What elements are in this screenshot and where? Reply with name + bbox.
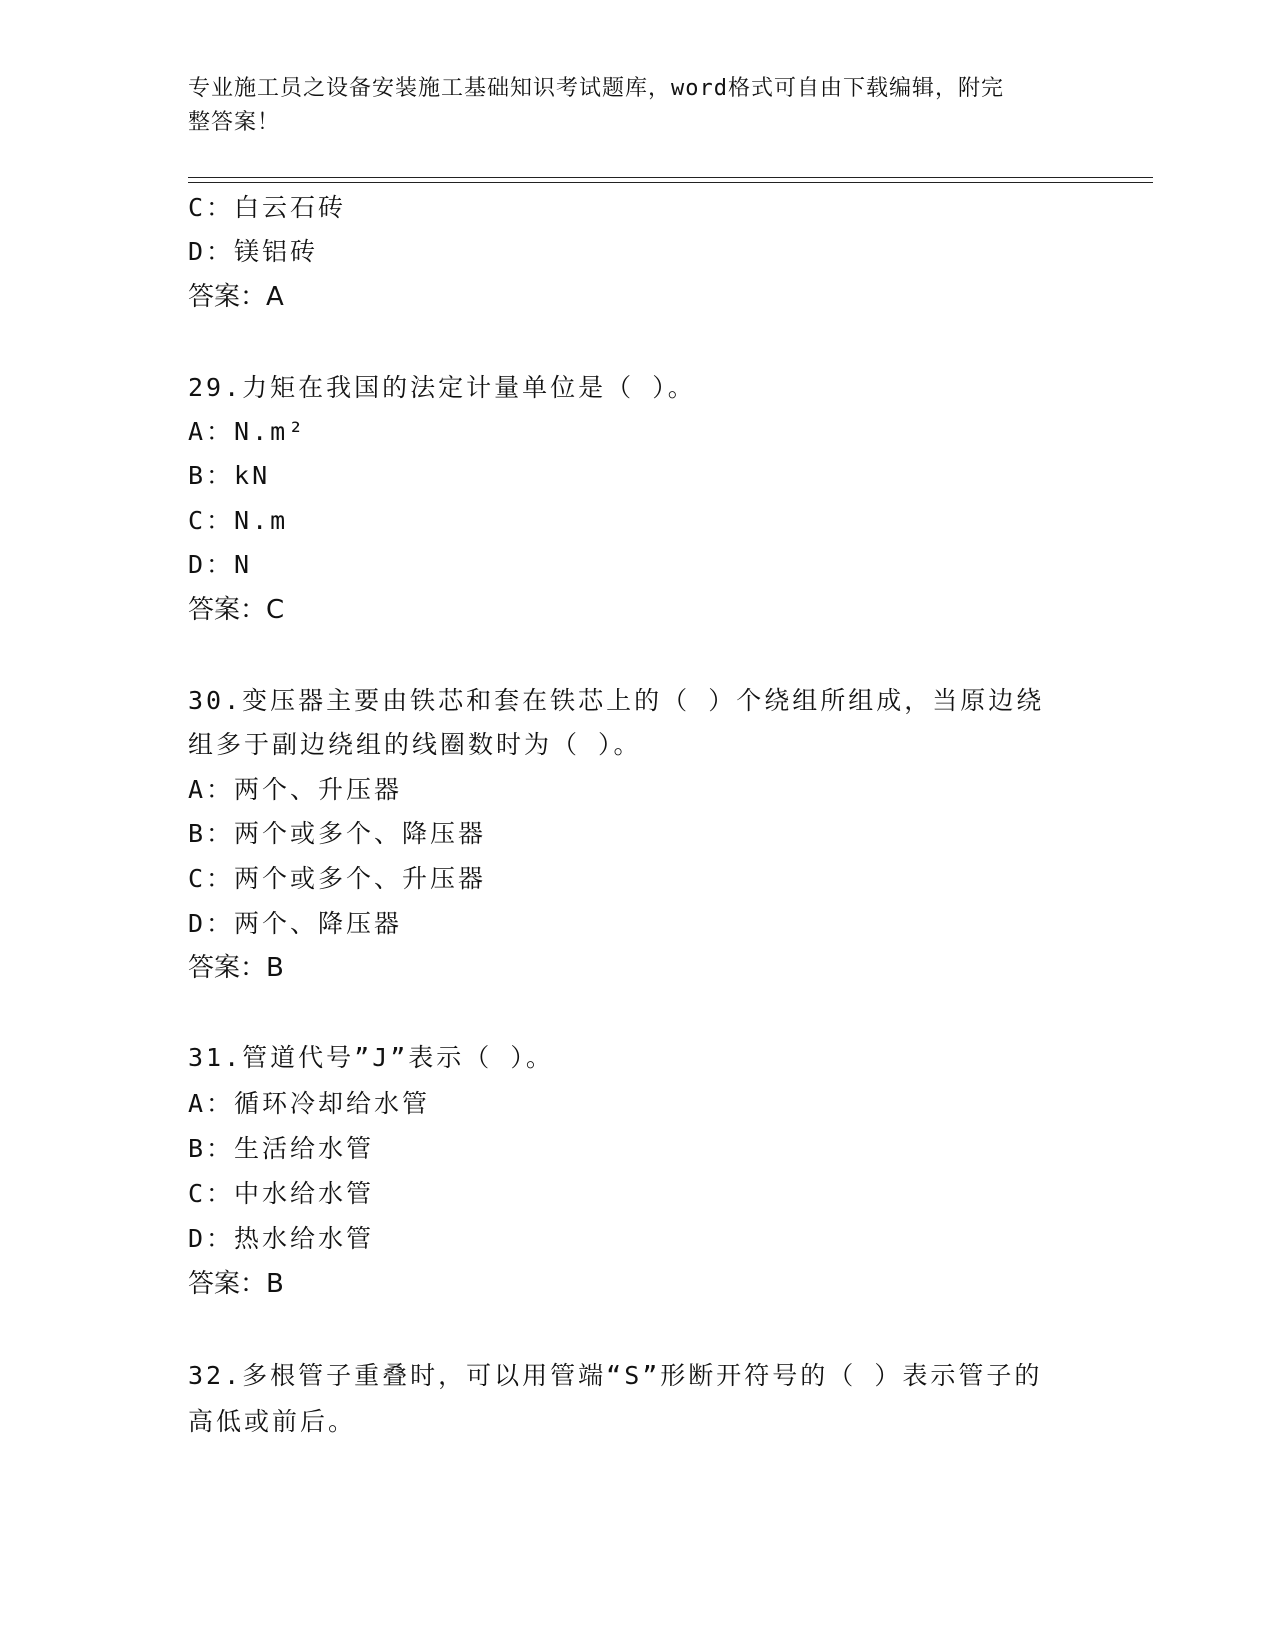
header-line-1: 专业施工员之设备安装施工基础知识考试题库，word格式可自由下载编辑，附完 [188,76,1004,101]
q31-option-c: C：中水给水管 [188,1179,375,1208]
q30-stem-line-1: 30.变压器主要由铁芯和套在铁芯上的（ ）个绕组所组成，当原边绕 [188,686,1045,715]
q29-option-c: C：N.m [188,506,289,535]
q30-option-b: B：两个或多个、降压器 [188,819,487,848]
q31-answer: 答案：B [188,1269,284,1299]
q29-option-a: A：N.m² [188,417,307,446]
header-divider-bottom [188,182,1153,183]
q29-answer: 答案：C [188,595,285,625]
q30-option-c: C：两个或多个、升压器 [188,864,487,893]
q30-stem-line-2: 组多于副边绕组的线圈数时为（ ）。 [188,730,642,759]
header-line-2: 整答案！ [188,110,281,135]
q31-option-b: B：生活给水管 [188,1134,375,1163]
q30-option-a: A：两个、升压器 [188,775,403,804]
q32-stem-line-1: 32.多根管子重叠时，可以用管端“S”形断开符号的（ ）表示管子的 [188,1361,1043,1390]
q31-option-a: A：循环冷却给水管 [188,1089,431,1118]
header-divider-top [188,177,1153,178]
q29-option-b: B：kN [188,461,271,490]
prev-option-c: C：白云石砖 [188,193,347,222]
q29-stem: 29.力矩在我国的法定计量单位是（ ）。 [188,373,696,402]
prev-option-d: D：镁铝砖 [188,237,319,266]
q32-stem-line-2: 高低或前后。 [188,1407,357,1436]
q29-option-d: D：N [188,550,253,579]
q31-option-d: D：热水给水管 [188,1224,375,1253]
q31-stem: 31.管道代号”J”表示（ ）。 [188,1043,554,1072]
q30-answer: 答案：B [188,953,284,983]
prev-answer: 答案：A [188,282,284,312]
q30-option-d: D：两个、降压器 [188,909,403,938]
document-header [188,72,1068,140]
